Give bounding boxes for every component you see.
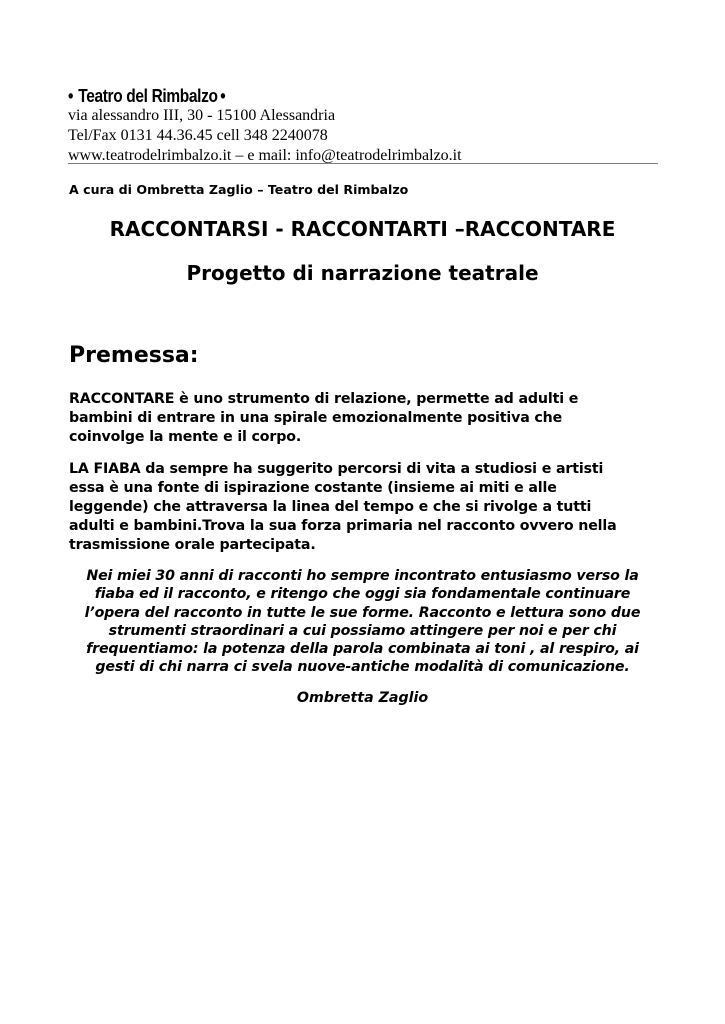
paragraph-raccontare <box>69 390 669 447</box>
quote-line: gesti di chi narra ci svela nuove-antiche modalità di comunicazione. <box>95 659 630 676</box>
quote-line: Nei miei 30 anni di racconti ho sempre incontrato entusiasmo verso la <box>86 568 639 584</box>
paragraph-line: essa è una fonte di ispirazione costante (insieme ai miti e alle <box>69 480 557 496</box>
paragraph-line: bambini di entrare in una spirale emozionalmente positiva che <box>69 410 563 426</box>
paragraph-fiaba <box>69 460 669 555</box>
letterhead <box>68 86 658 166</box>
quote-line: fiaba ed il racconto, e ritengo che oggi sia fondamentale continuare <box>94 586 631 603</box>
curator-line: A cura di Ombretta Zaglio – Teatro del Rimbalzo <box>69 182 409 197</box>
quote-line: strumenti straordinari a cui possiamo attingere per noi e per chi <box>108 622 617 639</box>
bullet-icon: • <box>68 86 74 106</box>
signature: Ombretta Zaglio <box>296 690 429 706</box>
bullet-icon: • <box>220 86 226 106</box>
address-line: via alessandro III, 30 - 15100 Alessandria <box>68 107 336 124</box>
theatre-name: Teatro del Rimbalzo <box>78 86 218 106</box>
phone-line: Tel/Fax 0131 44.36.45 cell 348 2240078 <box>68 127 328 144</box>
quote-line: frequentiamo: la potenza della parola combinata ai toni , al respiro, ai <box>86 641 639 658</box>
section-heading: Premessa: <box>69 343 199 368</box>
paragraph-line: LA FIABA da sempre ha suggerito percorsi di vita a studiosi e artisti <box>69 461 604 477</box>
web-email-line: www.teatrodelrimbalzo.it – e mail: info@teatrodelrimbalzo.it <box>68 147 462 164</box>
paragraph-line: leggende) che attraversa la linea del tempo e che si rivolge a tutti <box>69 499 592 515</box>
paragraph-line: adulti e bambini.Trova la sua forza primaria nel racconto ovvero nella <box>69 518 617 534</box>
paragraph-line: RACCONTARE è uno strumento di relazione, permette ad adulti e <box>69 391 579 407</box>
quote-line: l’opera del racconto in tutte le sue forme. Racconto e lettura sono due <box>84 604 641 621</box>
author-quote <box>60 567 665 677</box>
document-title: RACCONTARSI - RACCONTARTI –RACCONTARE <box>109 217 616 241</box>
theatre-logo <box>68 86 575 106</box>
paragraph-line: trasmissione orale partecipata. <box>69 537 316 553</box>
header-divider <box>68 163 658 164</box>
paragraph-line: coinvolge la mente e il corpo. <box>69 429 302 445</box>
document-subtitle: Progetto di narrazione teatrale <box>186 261 539 285</box>
